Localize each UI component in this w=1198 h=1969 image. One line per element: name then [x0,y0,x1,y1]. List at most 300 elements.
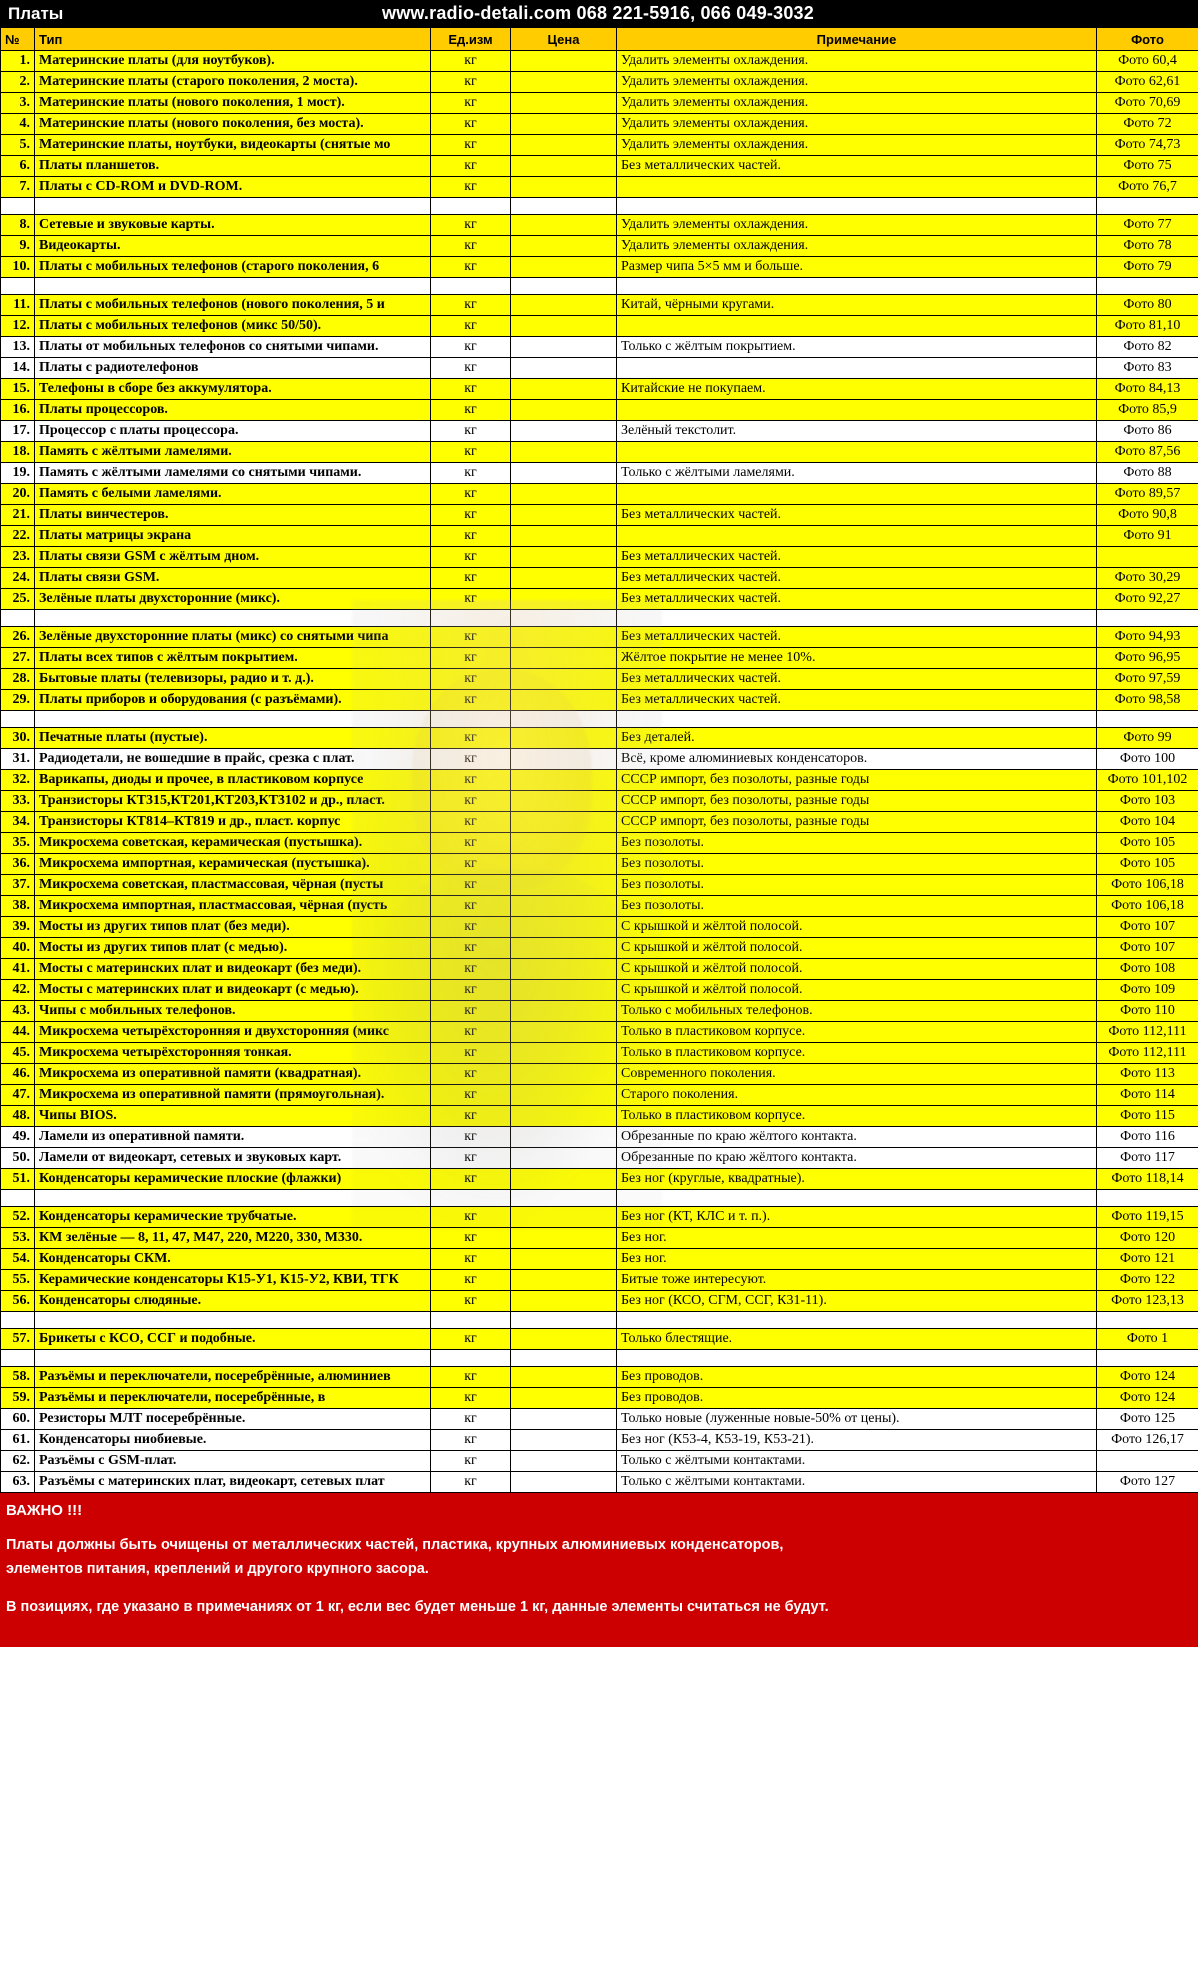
column-header-note: Примечание [617,28,1097,51]
cell-num: 39. [1,917,35,938]
cell-note: Без ног (круглые, квадратные). [617,1169,1097,1190]
cell-unit: кг [431,1270,511,1291]
cell-type: Микросхема четырёхсторонняя тонкая. [35,1043,431,1064]
cell-note: Без ног (К53-4, К53-19, К53-21). [617,1430,1097,1451]
cell-num: 40. [1,938,35,959]
cell-unit: кг [431,938,511,959]
table-row [1,526,1198,547]
cell-note: Без металлических частей. [617,690,1097,711]
cell-note: Только в пластиковом корпусе. [617,1043,1097,1064]
cell-note: СССР импорт, без позолоты, разные годы [617,812,1097,833]
cell-num: 19. [1,463,35,484]
cell-unit: кг [431,1409,511,1430]
cell-num: 34. [1,812,35,833]
cell-unit: кг [431,93,511,114]
page-header [0,0,1198,27]
spacer-cell [1097,711,1198,728]
cell-type: Материнские платы, ноутбуки, видеокарты (снятые мо [35,135,431,156]
cell-unit: кг [431,627,511,648]
cell-note: Удалить элементы охлаждения. [617,114,1097,135]
cell-photo: Фото 112,111 [1097,1022,1198,1043]
cell-unit: кг [431,215,511,236]
cell-note: Без металлических частей. [617,589,1097,610]
cell-type: Процессор с платы процессора. [35,421,431,442]
cell-type: Платы всех типов с жёлтым покрытием. [35,648,431,669]
cell-unit: кг [431,728,511,749]
cell-price [511,690,617,711]
cell-unit: кг [431,379,511,400]
spacer-cell [617,1350,1097,1367]
cell-type: Мосты с материнских плат и видеокарт (без меди). [35,959,431,980]
cell-price [511,379,617,400]
cell-unit: кг [431,589,511,610]
cell-photo: Фото 121 [1097,1249,1198,1270]
cell-num: 60. [1,1409,35,1430]
cell-note: Всё, кроме алюминиевых конденсаторов. [617,749,1097,770]
table-row [1,1085,1198,1106]
cell-note: Удалить элементы охлаждения. [617,135,1097,156]
table-spacer-row [1,610,1198,627]
cell-photo: Фото 119,15 [1097,1207,1198,1228]
cell-price [511,875,617,896]
spacer-cell [431,610,511,627]
spacer-cell [431,1350,511,1367]
cell-unit: кг [431,400,511,421]
cell-unit: кг [431,358,511,379]
cell-price [511,400,617,421]
cell-photo: Фото 116 [1097,1127,1198,1148]
cell-price [511,215,617,236]
table-row [1,295,1198,316]
spacer-cell [35,711,431,728]
spacer-cell [35,198,431,215]
cell-num: 47. [1,1085,35,1106]
cell-num: 51. [1,1169,35,1190]
table-row [1,1169,1198,1190]
cell-num: 13. [1,337,35,358]
cell-num: 48. [1,1106,35,1127]
table-row [1,749,1198,770]
spacer-cell [511,1190,617,1207]
cell-photo: Фото 124 [1097,1388,1198,1409]
table-row [1,1249,1198,1270]
cell-price [511,1022,617,1043]
cell-num: 45. [1,1043,35,1064]
cell-note: Без позолоты. [617,896,1097,917]
cell-price [511,833,617,854]
cell-price [511,257,617,278]
cell-photo: Фото 60,4 [1097,51,1198,72]
table-row [1,1329,1198,1350]
spacer-cell [511,198,617,215]
cell-type: Материнские платы (нового поколения, без моста). [35,114,431,135]
cell-photo: Фото 83 [1097,358,1198,379]
cell-num: 30. [1,728,35,749]
cell-unit: кг [431,337,511,358]
spacer-cell [617,610,1097,627]
cell-price [511,1085,617,1106]
table-row [1,177,1198,198]
table-row [1,547,1198,568]
cell-photo: Фото 123,13 [1097,1291,1198,1312]
cell-unit: кг [431,135,511,156]
cell-price [511,526,617,547]
cell-price [511,1451,617,1472]
table-row [1,421,1198,442]
cell-type: Сетевые и звуковые карты. [35,215,431,236]
cell-note: Удалить элементы охлаждения. [617,215,1097,236]
cell-type: Разъёмы с материнских плат, видеокарт, сетевых плат [35,1472,431,1493]
table-row [1,791,1198,812]
spacer-cell [1097,1312,1198,1329]
cell-type: Платы с мобильных телефонов (нового поколения, 5 и [35,295,431,316]
cell-type: Печатные платы (пустые). [35,728,431,749]
cell-unit: кг [431,1472,511,1493]
cell-photo: Фото 110 [1097,1001,1198,1022]
cell-price [511,1228,617,1249]
cell-type: Мосты из других типов плат (без меди). [35,917,431,938]
cell-photo: Фото 92,27 [1097,589,1198,610]
cell-note: Старого поколения. [617,1085,1097,1106]
cell-num: 8. [1,215,35,236]
cell-note: Удалить элементы охлаждения. [617,236,1097,257]
cell-type: Платы связи GSM. [35,568,431,589]
cell-photo: Фото 108 [1097,959,1198,980]
table-row [1,316,1198,337]
cell-note: С крышкой и жёлтой полосой. [617,917,1097,938]
cell-num: 58. [1,1367,35,1388]
cell-photo: Фото 113 [1097,1064,1198,1085]
table-row [1,1388,1198,1409]
cell-price [511,938,617,959]
cell-price [511,1127,617,1148]
cell-photo: Фото 80 [1097,295,1198,316]
table-row [1,135,1198,156]
cell-type: Радиодетали, не вошедшие в прайс, срезка с плат. [35,749,431,770]
cell-photo: Фото 98,58 [1097,690,1198,711]
cell-type: Микросхема советская, пластмассовая, чёрная (пусты [35,875,431,896]
cell-photo: Фото 114 [1097,1085,1198,1106]
cell-photo: Фото 105 [1097,833,1198,854]
cell-note: Только блестящие. [617,1329,1097,1350]
cell-num: 56. [1,1291,35,1312]
table-row [1,379,1198,400]
cell-type: Конденсаторы слюдяные. [35,1291,431,1312]
cell-price [511,1270,617,1291]
cell-note: СССР импорт, без позолоты, разные годы [617,791,1097,812]
important-line-1: Платы должны быть очищены от металлических частей, пластика, крупных алюминиевых конденсаторов, [6,1537,784,1553]
cell-price [511,669,617,690]
cell-unit: кг [431,1085,511,1106]
cell-note: Без металлических частей. [617,669,1097,690]
cell-type: Зелёные платы двухсторонние (микс). [35,589,431,610]
cell-unit: кг [431,257,511,278]
cell-num: 24. [1,568,35,589]
table-body [1,51,1198,1493]
cell-type: Микросхема из оперативной памяти (прямоугольная). [35,1085,431,1106]
cell-num: 55. [1,1270,35,1291]
cell-price [511,51,617,72]
cell-price [511,959,617,980]
cell-num: 53. [1,1228,35,1249]
column-header-photo: Фото [1097,28,1198,51]
spacer-cell [511,610,617,627]
table-row [1,463,1198,484]
table-row [1,568,1198,589]
cell-photo: Фото 81,10 [1097,316,1198,337]
cell-num: 63. [1,1472,35,1493]
cell-num: 16. [1,400,35,421]
spacer-cell [431,1190,511,1207]
cell-photo: Фото 87,56 [1097,442,1198,463]
spacer-cell [1,198,35,215]
cell-price [511,568,617,589]
cell-photo: Фото 96,95 [1097,648,1198,669]
cell-photo: Фото 94,93 [1097,627,1198,648]
cell-note: Только с жёлтыми контактами. [617,1472,1097,1493]
cell-note: СССР импорт, без позолоты, разные годы [617,770,1097,791]
cell-photo: Фото 74,73 [1097,135,1198,156]
cell-note: Современного поколения. [617,1064,1097,1085]
spacer-cell [431,198,511,215]
cell-price [511,1001,617,1022]
cell-type: Микросхема советская, керамическая (пустышка). [35,833,431,854]
cell-price [511,1430,617,1451]
cell-note: Без металлических частей. [617,627,1097,648]
cell-num: 9. [1,236,35,257]
cell-unit: кг [431,812,511,833]
spacer-cell [1,1312,35,1329]
cell-note: Без позолоты. [617,854,1097,875]
cell-price [511,854,617,875]
cell-price [511,236,617,257]
table-row [1,896,1198,917]
cell-note [617,400,1097,421]
cell-price [511,1148,617,1169]
cell-unit: кг [431,833,511,854]
table-row [1,337,1198,358]
cell-photo: Фото 75 [1097,156,1198,177]
cell-type: Бытовые платы (телевизоры, радио и т. д.). [35,669,431,690]
cell-type: Платы процессоров. [35,400,431,421]
cell-note: Без металлических частей. [617,156,1097,177]
cell-price [511,156,617,177]
cell-unit: кг [431,1022,511,1043]
cell-unit: кг [431,421,511,442]
cell-note: Удалить элементы охлаждения. [617,51,1097,72]
cell-note: Без металлических частей. [617,505,1097,526]
cell-photo: Фото 107 [1097,938,1198,959]
column-header-num: № [1,28,35,51]
cell-photo: Фото 126,17 [1097,1430,1198,1451]
cell-note: Жёлтое покрытие не менее 10%. [617,648,1097,669]
cell-unit: кг [431,1148,511,1169]
cell-price [511,295,617,316]
cell-price [511,316,617,337]
cell-unit: кг [431,1207,511,1228]
cell-price [511,627,617,648]
cell-num: 42. [1,980,35,1001]
cell-photo: Фото 91 [1097,526,1198,547]
table-row [1,1451,1198,1472]
cell-photo [1097,1451,1198,1472]
table-row [1,1022,1198,1043]
cell-note: Без ног. [617,1228,1097,1249]
cell-type: Резисторы МЛТ посеребрённые. [35,1409,431,1430]
cell-type: Конденсаторы ниобиевые. [35,1430,431,1451]
cell-unit: кг [431,1169,511,1190]
cell-price [511,980,617,1001]
price-table [0,27,1198,1493]
cell-note: Обрезанные по краю жёлтого контакта. [617,1127,1097,1148]
cell-type: Зелёные двухсторонние платы (микс) со снятыми чипа [35,627,431,648]
cell-num: 61. [1,1430,35,1451]
cell-price [511,484,617,505]
table-row [1,1207,1198,1228]
table-row [1,215,1198,236]
table-row [1,72,1198,93]
cell-type: Платы винчестеров. [35,505,431,526]
cell-unit: кг [431,770,511,791]
cell-note: Только новые (луженные новые-50% от цены). [617,1409,1097,1430]
spacer-cell [511,1312,617,1329]
cell-num: 25. [1,589,35,610]
cell-num: 46. [1,1064,35,1085]
spacer-cell [1,711,35,728]
cell-photo: Фото 122 [1097,1270,1198,1291]
column-header-type: Тип [35,28,431,51]
cell-type: Разъёмы с GSM-плат. [35,1451,431,1472]
cell-price [511,1064,617,1085]
cell-num: 10. [1,257,35,278]
cell-type: Платы с мобильных телефонов (старого поколения, 6 [35,257,431,278]
cell-unit: кг [431,1329,511,1350]
cell-unit: кг [431,1291,511,1312]
cell-price [511,1043,617,1064]
spacer-cell [617,278,1097,295]
table-row [1,358,1198,379]
cell-photo: Фото 89,57 [1097,484,1198,505]
cell-unit: кг [431,72,511,93]
cell-unit: кг [431,669,511,690]
cell-unit: кг [431,526,511,547]
cell-photo: Фото 88 [1097,463,1198,484]
cell-photo: Фото 103 [1097,791,1198,812]
spacer-cell [1,610,35,627]
spacer-cell [35,610,431,627]
cell-photo: Фото 90,8 [1097,505,1198,526]
cell-num: 62. [1,1451,35,1472]
cell-type: Чипы с мобильных телефонов. [35,1001,431,1022]
cell-num: 18. [1,442,35,463]
table-row [1,917,1198,938]
table-row [1,938,1198,959]
cell-price [511,917,617,938]
cell-num: 7. [1,177,35,198]
cell-type: Память с жёлтыми ламелями. [35,442,431,463]
cell-note: Без металлических частей. [617,547,1097,568]
cell-note: Только с жёлтым покрытием. [617,337,1097,358]
cell-unit: кг [431,463,511,484]
cell-price [511,770,617,791]
cell-unit: кг [431,959,511,980]
spacer-cell [1,278,35,295]
cell-unit: кг [431,1228,511,1249]
table-row [1,690,1198,711]
cell-note: Только с мобильных телефонов. [617,1001,1097,1022]
cell-unit: кг [431,1367,511,1388]
cell-unit: кг [431,1249,511,1270]
cell-num: 14. [1,358,35,379]
table-row [1,1430,1198,1451]
cell-price [511,505,617,526]
table-row [1,833,1198,854]
cell-photo: Фото 1 [1097,1329,1198,1350]
cell-unit: кг [431,295,511,316]
cell-price [511,1409,617,1430]
cell-note [617,442,1097,463]
table-row [1,854,1198,875]
cell-num: 1. [1,51,35,72]
cell-note: Без ног. [617,1249,1097,1270]
cell-note: Без позолоты. [617,833,1097,854]
cell-unit: кг [431,505,511,526]
cell-type: Брикеты с КСО, ССГ и подобные. [35,1329,431,1350]
spacer-cell [431,1312,511,1329]
cell-photo: Фото 125 [1097,1409,1198,1430]
cell-photo: Фото 72 [1097,114,1198,135]
cell-note: Без ног (КСО, СГМ, ССГ, К31-11). [617,1291,1097,1312]
table-spacer-row [1,1190,1198,1207]
cell-unit: кг [431,1001,511,1022]
cell-type: Разъёмы и переключатели, посеребрённые, алюминиев [35,1367,431,1388]
cell-num: 28. [1,669,35,690]
cell-num: 26. [1,627,35,648]
cell-price [511,812,617,833]
cell-unit: кг [431,791,511,812]
table-row [1,114,1198,135]
cell-num: 6. [1,156,35,177]
table-row [1,442,1198,463]
spacer-cell [1097,610,1198,627]
table-spacer-row [1,1350,1198,1367]
cell-price [511,1291,617,1312]
cell-note: Обрезанные по краю жёлтого контакта. [617,1148,1097,1169]
cell-num: 32. [1,770,35,791]
spacer-cell [511,711,617,728]
cell-num: 54. [1,1249,35,1270]
cell-photo: Фото 78 [1097,236,1198,257]
cell-unit: кг [431,1430,511,1451]
cell-type: Микросхема импортная, пластмассовая, чёрная (пусть [35,896,431,917]
table-spacer-row [1,711,1198,728]
cell-note: Только с жёлтыми контактами. [617,1451,1097,1472]
cell-unit: кг [431,917,511,938]
cell-price [511,1169,617,1190]
table-row [1,669,1198,690]
cell-note: Без проводов. [617,1367,1097,1388]
cell-num: 23. [1,547,35,568]
cell-type: Платы связи GSM с жёлтым дном. [35,547,431,568]
cell-note: Без ног (КТ, КЛС и т. п.). [617,1207,1097,1228]
cell-price [511,135,617,156]
cell-photo: Фото 127 [1097,1472,1198,1493]
cell-num: 4. [1,114,35,135]
cell-note: Без металлических частей. [617,568,1097,589]
cell-num: 5. [1,135,35,156]
table-spacer-row [1,198,1198,215]
spacer-cell [1097,278,1198,295]
